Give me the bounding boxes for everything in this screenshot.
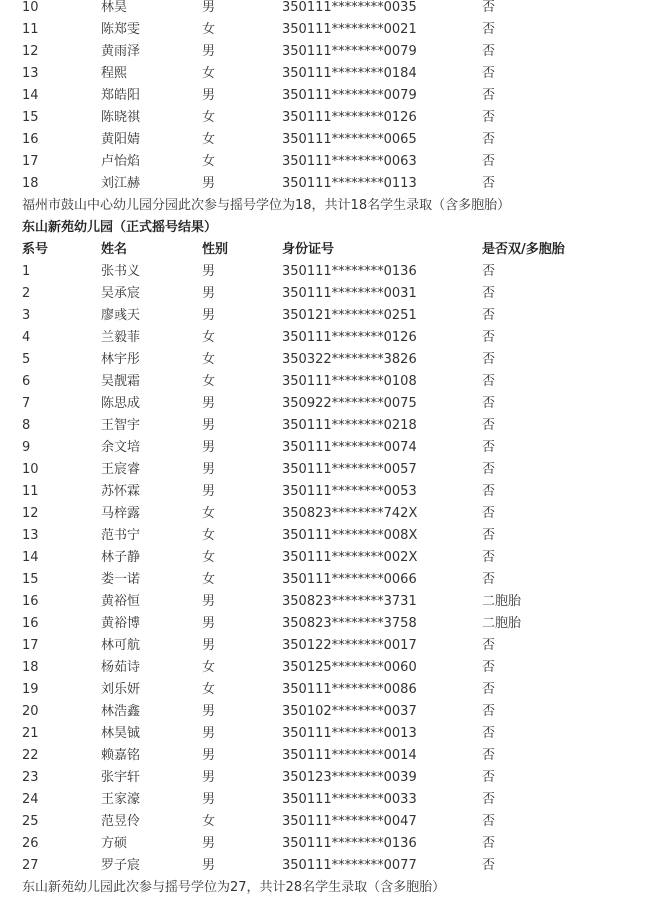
row-no: 22 bbox=[22, 748, 39, 763]
row-id: 350123********0039 bbox=[282, 770, 417, 785]
row-multiple-birth: 否 bbox=[482, 286, 496, 301]
row-sex: 男 bbox=[202, 616, 216, 631]
row-no: 5 bbox=[22, 352, 31, 367]
row-sex: 女 bbox=[202, 132, 216, 147]
row-no: 7 bbox=[22, 396, 31, 411]
row-id: 350111********0126 bbox=[282, 330, 417, 345]
row-multiple-birth: 否 bbox=[482, 88, 496, 103]
header-no: 系号 bbox=[22, 242, 49, 257]
row-no: 17 bbox=[22, 638, 39, 653]
row-no: 10 bbox=[22, 462, 39, 477]
row-multiple-birth: 二胞胎 bbox=[482, 616, 522, 631]
row-sex: 男 bbox=[202, 748, 216, 763]
row-sex: 男 bbox=[202, 176, 216, 191]
row-name: 林浩鑫 bbox=[101, 704, 141, 719]
row-sex: 女 bbox=[202, 572, 216, 587]
row-no: 25 bbox=[22, 814, 39, 829]
table-row bbox=[0, 811, 665, 833]
row-sex: 男 bbox=[202, 396, 216, 411]
kindergarten-1-summary: 福州市鼓山中心幼儿园分园此次参与摇号学位为18，共计18名学生录取（含多胞胎） bbox=[22, 198, 511, 213]
table-row bbox=[0, 349, 665, 371]
row-multiple-birth: 否 bbox=[482, 704, 496, 719]
row-multiple-birth: 否 bbox=[482, 0, 496, 15]
row-multiple-birth: 否 bbox=[482, 352, 496, 367]
row-no: 3 bbox=[22, 308, 31, 323]
table-row bbox=[0, 261, 665, 283]
table-row bbox=[0, 85, 665, 107]
row-id: 350111********0108 bbox=[282, 374, 417, 389]
row-id: 350111********008X bbox=[282, 528, 418, 543]
row-no: 15 bbox=[22, 572, 39, 587]
row-multiple-birth: 否 bbox=[482, 858, 496, 873]
row-id: 350111********0035 bbox=[282, 0, 417, 15]
row-sex: 女 bbox=[202, 352, 216, 367]
row-name: 廖彧天 bbox=[101, 308, 141, 323]
row-sex: 女 bbox=[202, 110, 216, 125]
row-sex: 男 bbox=[202, 836, 216, 851]
row-no: 1 bbox=[22, 264, 31, 279]
row-multiple-birth: 否 bbox=[482, 506, 496, 521]
table-row bbox=[0, 767, 665, 789]
row-multiple-birth: 否 bbox=[482, 418, 496, 433]
row-sex: 男 bbox=[202, 44, 216, 59]
row-sex: 女 bbox=[202, 22, 216, 37]
table-row bbox=[0, 745, 665, 767]
row-id: 350111********0031 bbox=[282, 286, 417, 301]
row-id: 350111********0053 bbox=[282, 484, 417, 499]
row-multiple-birth: 否 bbox=[482, 308, 496, 323]
row-multiple-birth: 否 bbox=[482, 66, 496, 81]
row-multiple-birth: 否 bbox=[482, 176, 496, 191]
row-no: 16 bbox=[22, 594, 39, 609]
row-name: 郑皓阳 bbox=[101, 88, 141, 103]
row-name: 卢怡焰 bbox=[101, 154, 141, 169]
row-sex: 女 bbox=[202, 814, 216, 829]
row-sex: 女 bbox=[202, 528, 216, 543]
row-sex: 男 bbox=[202, 594, 216, 609]
row-name: 吴承宸 bbox=[101, 286, 141, 301]
row-sex: 男 bbox=[202, 638, 216, 653]
table-row bbox=[0, 151, 665, 173]
row-name: 林子静 bbox=[101, 550, 141, 565]
row-sex: 男 bbox=[202, 704, 216, 719]
row-name: 兰毅菲 bbox=[101, 330, 141, 345]
row-multiple-birth: 否 bbox=[482, 792, 496, 807]
row-id: 350823********742X bbox=[282, 506, 418, 521]
row-multiple-birth: 否 bbox=[482, 132, 496, 147]
row-multiple-birth: 否 bbox=[482, 572, 496, 587]
row-name: 陈郑雯 bbox=[101, 22, 141, 37]
row-name: 林宇彤 bbox=[101, 352, 141, 367]
row-id: 350111********0184 bbox=[282, 66, 417, 81]
table-row bbox=[0, 679, 665, 701]
row-sex: 男 bbox=[202, 792, 216, 807]
row-id: 350102********0037 bbox=[282, 704, 417, 719]
row-id: 350111********0013 bbox=[282, 726, 417, 741]
row-multiple-birth: 否 bbox=[482, 660, 496, 675]
row-multiple-birth: 否 bbox=[482, 726, 496, 741]
row-id: 350111********0033 bbox=[282, 792, 417, 807]
table-row bbox=[0, 657, 665, 679]
table-row bbox=[0, 63, 665, 85]
row-name: 黄裕博 bbox=[101, 616, 141, 631]
row-no: 6 bbox=[22, 374, 31, 389]
row-name: 黄阳婧 bbox=[101, 132, 141, 147]
row-id: 350111********002X bbox=[282, 550, 418, 565]
row-sex: 男 bbox=[202, 0, 216, 15]
row-id: 350111********0066 bbox=[282, 572, 417, 587]
row-name: 吴靓霜 bbox=[101, 374, 141, 389]
row-name: 王家濠 bbox=[101, 792, 141, 807]
table-row bbox=[0, 107, 665, 129]
row-id: 350823********3758 bbox=[282, 616, 417, 631]
row-id: 350322********3826 bbox=[282, 352, 417, 367]
row-name: 马梓露 bbox=[101, 506, 141, 521]
row-multiple-birth: 否 bbox=[482, 330, 496, 345]
row-no: 15 bbox=[22, 110, 39, 125]
row-multiple-birth: 否 bbox=[482, 484, 496, 499]
row-name: 王智宇 bbox=[101, 418, 141, 433]
row-name: 刘江赫 bbox=[101, 176, 141, 191]
row-sex: 男 bbox=[202, 286, 216, 301]
row-no: 14 bbox=[22, 550, 39, 565]
row-no: 21 bbox=[22, 726, 39, 741]
row-no: 9 bbox=[22, 440, 31, 455]
row-sex: 女 bbox=[202, 506, 216, 521]
row-no: 14 bbox=[22, 88, 39, 103]
row-multiple-birth: 否 bbox=[482, 396, 496, 411]
row-id: 350111********0057 bbox=[282, 462, 417, 477]
row-sex: 男 bbox=[202, 440, 216, 455]
row-sex: 女 bbox=[202, 374, 216, 389]
kindergarten-2-title: 东山新苑幼儿园（正式摇号结果） bbox=[22, 220, 218, 235]
row-id: 350111********0126 bbox=[282, 110, 417, 125]
row-name: 程熙 bbox=[101, 66, 128, 81]
row-sex: 女 bbox=[202, 550, 216, 565]
table-row bbox=[0, 283, 665, 305]
table-row bbox=[0, 437, 665, 459]
row-no: 12 bbox=[22, 44, 39, 59]
row-multiple-birth: 否 bbox=[482, 22, 496, 37]
table-row bbox=[0, 459, 665, 481]
row-id: 350111********0021 bbox=[282, 22, 417, 37]
row-no: 17 bbox=[22, 154, 39, 169]
row-sex: 女 bbox=[202, 330, 216, 345]
header-multiple-birth: 是否双/多胞胎 bbox=[482, 242, 565, 257]
table-row bbox=[0, 525, 665, 547]
row-id: 350111********0079 bbox=[282, 88, 417, 103]
row-multiple-birth: 否 bbox=[482, 770, 496, 785]
row-id: 350111********0136 bbox=[282, 264, 417, 279]
row-multiple-birth: 否 bbox=[482, 462, 496, 477]
row-id: 350122********0017 bbox=[282, 638, 417, 653]
table-row bbox=[0, 855, 665, 877]
table-row bbox=[0, 327, 665, 349]
row-id: 350111********0065 bbox=[282, 132, 417, 147]
table-row bbox=[0, 371, 665, 393]
table-row bbox=[0, 591, 665, 613]
row-name: 林昊铖 bbox=[101, 726, 141, 741]
row-no: 19 bbox=[22, 682, 39, 697]
row-id: 350111********0047 bbox=[282, 814, 417, 829]
table-row bbox=[0, 41, 665, 63]
row-name: 余文培 bbox=[101, 440, 141, 455]
row-sex: 男 bbox=[202, 462, 216, 477]
table-row bbox=[0, 833, 665, 855]
table-row bbox=[0, 503, 665, 525]
row-no: 24 bbox=[22, 792, 39, 807]
row-multiple-birth: 二胞胎 bbox=[482, 594, 522, 609]
table-row bbox=[0, 569, 665, 591]
row-id: 350111********0074 bbox=[282, 440, 417, 455]
table-row bbox=[0, 393, 665, 415]
row-multiple-birth: 否 bbox=[482, 110, 496, 125]
row-no: 11 bbox=[22, 22, 39, 37]
row-name: 林昊 bbox=[101, 0, 128, 15]
row-no: 2 bbox=[22, 286, 31, 301]
row-no: 8 bbox=[22, 418, 31, 433]
row-id: 350111********0079 bbox=[282, 44, 417, 59]
row-id: 350922********0075 bbox=[282, 396, 417, 411]
row-name: 赖嘉铭 bbox=[101, 748, 141, 763]
table-row bbox=[0, 789, 665, 811]
row-no: 4 bbox=[22, 330, 31, 345]
row-name: 陈思成 bbox=[101, 396, 141, 411]
table-row bbox=[0, 723, 665, 745]
table-row bbox=[0, 0, 665, 19]
kindergarten-2-table bbox=[0, 261, 665, 877]
row-name: 范书宁 bbox=[101, 528, 141, 543]
row-id: 350125********0060 bbox=[282, 660, 417, 675]
row-sex: 男 bbox=[202, 484, 216, 499]
row-no: 13 bbox=[22, 66, 39, 81]
row-no: 18 bbox=[22, 176, 39, 191]
row-sex: 男 bbox=[202, 88, 216, 103]
table-row bbox=[0, 415, 665, 437]
table-header-row bbox=[0, 239, 665, 261]
row-no: 13 bbox=[22, 528, 39, 543]
row-multiple-birth: 否 bbox=[482, 440, 496, 455]
table-row bbox=[0, 635, 665, 657]
table-row bbox=[0, 701, 665, 723]
row-no: 18 bbox=[22, 660, 39, 675]
row-no: 23 bbox=[22, 770, 39, 785]
row-sex: 男 bbox=[202, 308, 216, 323]
row-multiple-birth: 否 bbox=[482, 374, 496, 389]
row-id: 350111********0086 bbox=[282, 682, 417, 697]
kindergarten-2-summary: 东山新苑幼儿园此次参与摇号学位为27，共计28名学生录取（含多胞胎） bbox=[22, 880, 446, 895]
row-multiple-birth: 否 bbox=[482, 528, 496, 543]
row-name: 黄裕恒 bbox=[101, 594, 141, 609]
row-name: 张书义 bbox=[101, 264, 141, 279]
row-sex: 男 bbox=[202, 264, 216, 279]
row-no: 27 bbox=[22, 858, 39, 873]
row-name: 苏怀霖 bbox=[101, 484, 141, 499]
row-no: 12 bbox=[22, 506, 39, 521]
table-row bbox=[0, 129, 665, 151]
row-id: 350111********0014 bbox=[282, 748, 417, 763]
table-row bbox=[0, 173, 665, 195]
row-sex: 女 bbox=[202, 682, 216, 697]
row-sex: 女 bbox=[202, 66, 216, 81]
row-id: 350121********0251 bbox=[282, 308, 417, 323]
row-sex: 男 bbox=[202, 770, 216, 785]
row-id: 350823********3731 bbox=[282, 594, 417, 609]
row-id: 350111********0113 bbox=[282, 176, 417, 191]
row-name: 方硕 bbox=[101, 836, 128, 851]
table-row bbox=[0, 481, 665, 503]
row-name: 杨茹诗 bbox=[101, 660, 141, 675]
row-sex: 女 bbox=[202, 660, 216, 675]
row-multiple-birth: 否 bbox=[482, 836, 496, 851]
row-name: 娄一诺 bbox=[101, 572, 141, 587]
row-id: 350111********0218 bbox=[282, 418, 417, 433]
header-id: 身份证号 bbox=[282, 242, 335, 257]
table-row bbox=[0, 547, 665, 569]
row-sex: 男 bbox=[202, 418, 216, 433]
row-sex: 男 bbox=[202, 858, 216, 873]
table-row bbox=[0, 613, 665, 635]
row-no: 16 bbox=[22, 132, 39, 147]
row-multiple-birth: 否 bbox=[482, 682, 496, 697]
row-sex: 女 bbox=[202, 154, 216, 169]
table-row bbox=[0, 305, 665, 327]
row-multiple-birth: 否 bbox=[482, 44, 496, 59]
row-name: 刘乐妍 bbox=[101, 682, 141, 697]
row-name: 张宇轩 bbox=[101, 770, 141, 785]
row-multiple-birth: 否 bbox=[482, 748, 496, 763]
row-sex: 男 bbox=[202, 726, 216, 741]
table-row bbox=[0, 19, 665, 41]
row-id: 350111********0136 bbox=[282, 836, 417, 851]
row-no: 20 bbox=[22, 704, 39, 719]
kindergarten-1-table bbox=[0, 0, 665, 195]
row-name: 林可航 bbox=[101, 638, 141, 653]
row-no: 26 bbox=[22, 836, 39, 851]
row-multiple-birth: 否 bbox=[482, 550, 496, 565]
row-id: 350111********0063 bbox=[282, 154, 417, 169]
row-multiple-birth: 否 bbox=[482, 638, 496, 653]
header-name: 姓名 bbox=[101, 242, 128, 257]
row-multiple-birth: 否 bbox=[482, 814, 496, 829]
row-no: 16 bbox=[22, 616, 39, 631]
row-multiple-birth: 否 bbox=[482, 264, 496, 279]
row-id: 350111********0077 bbox=[282, 858, 417, 873]
row-name: 罗子宸 bbox=[101, 858, 141, 873]
row-name: 范昱伶 bbox=[101, 814, 141, 829]
row-name: 王宸睿 bbox=[101, 462, 141, 477]
row-no: 10 bbox=[22, 0, 39, 15]
row-multiple-birth: 否 bbox=[482, 154, 496, 169]
row-name: 陈晓祺 bbox=[101, 110, 141, 125]
header-sex: 性别 bbox=[202, 242, 229, 257]
row-name: 黄雨泽 bbox=[101, 44, 141, 59]
row-no: 11 bbox=[22, 484, 39, 499]
